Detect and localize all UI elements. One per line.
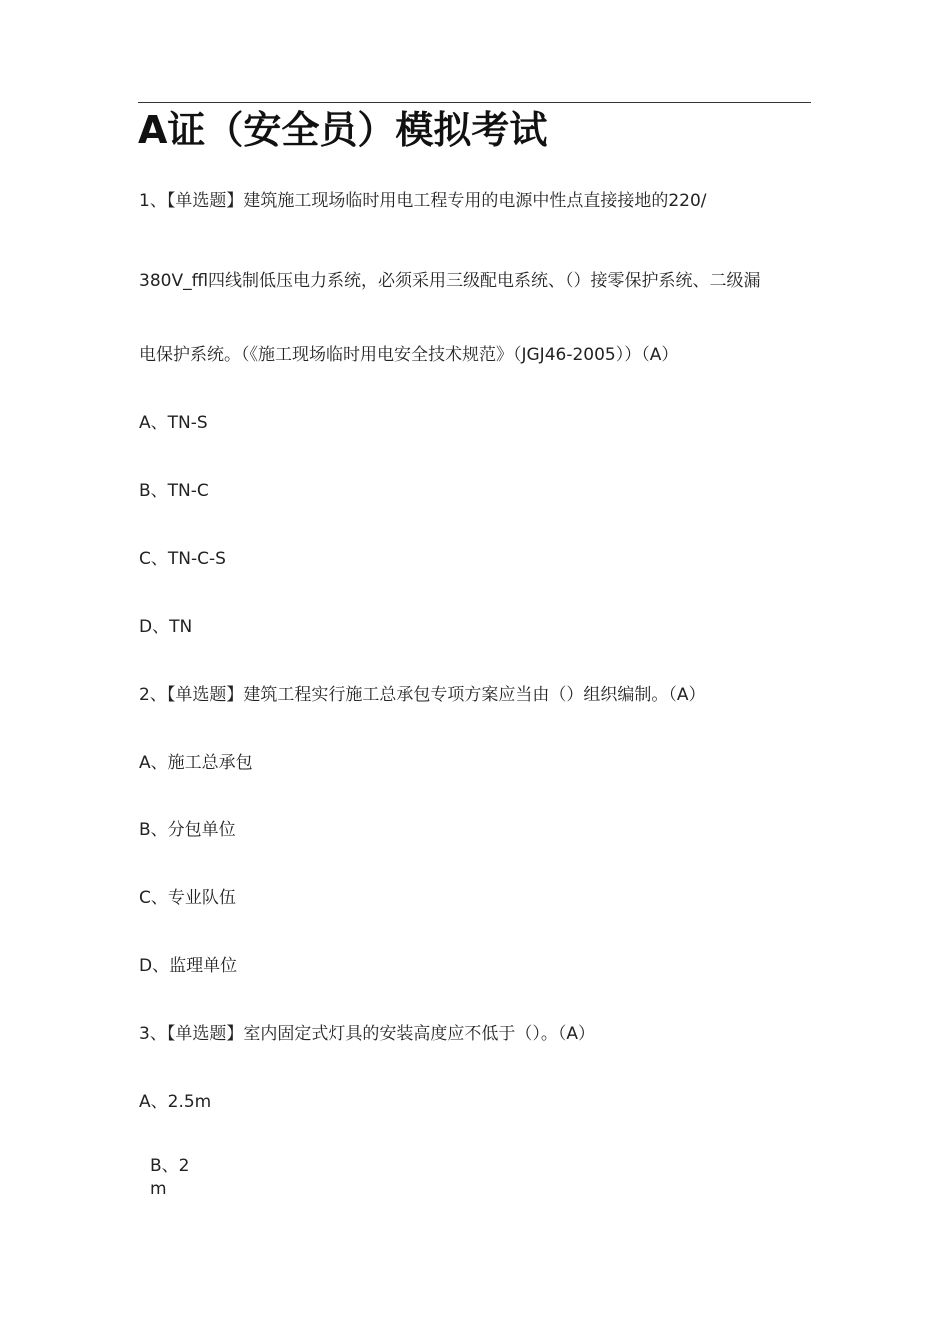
question-1-line-3: 电保护系统。（《施工现场临时用电安全技术规范》（JGJ46-2005））（A） bbox=[139, 345, 679, 365]
question-3-option-b-continued: m bbox=[150, 1179, 167, 1199]
question-2-option-b: B、分包单位 bbox=[139, 820, 236, 840]
question-3-line-1: 3、【单选题】室内固定式灯具的安装高度应不低于（）。（A） bbox=[139, 1024, 595, 1044]
question-1-option-d: D、TN bbox=[139, 617, 193, 637]
question-2-option-d: D、监理单位 bbox=[139, 956, 238, 976]
question-3-option-a: A、2.5m bbox=[139, 1092, 212, 1112]
question-1-line-2: 380V_ffl四线制低压电力系统，必须采用三级配电系统、（）接零保护系统、二级漏 bbox=[139, 271, 761, 291]
question-2-option-c: C、专业队伍 bbox=[139, 888, 236, 908]
question-3-option-b: B、2 bbox=[150, 1156, 190, 1176]
question-2-line-1: 2、【单选题】建筑工程实行施工总承包专项方案应当由（）组织编制。（A） bbox=[139, 685, 706, 705]
question-2-option-a: A、施工总承包 bbox=[139, 753, 253, 773]
question-1-line-1: 1、【单选题】建筑施工现场临时用电工程专用的电源中性点直接接地的220/ bbox=[139, 191, 707, 211]
question-1-option-c: C、TN-C-S bbox=[139, 549, 226, 569]
question-1-option-a: A、TN-S bbox=[139, 413, 208, 433]
top-rule bbox=[138, 102, 811, 103]
page-title: A证（安全员）模拟考试 bbox=[138, 108, 548, 152]
question-1-option-b: B、TN-C bbox=[139, 481, 209, 501]
